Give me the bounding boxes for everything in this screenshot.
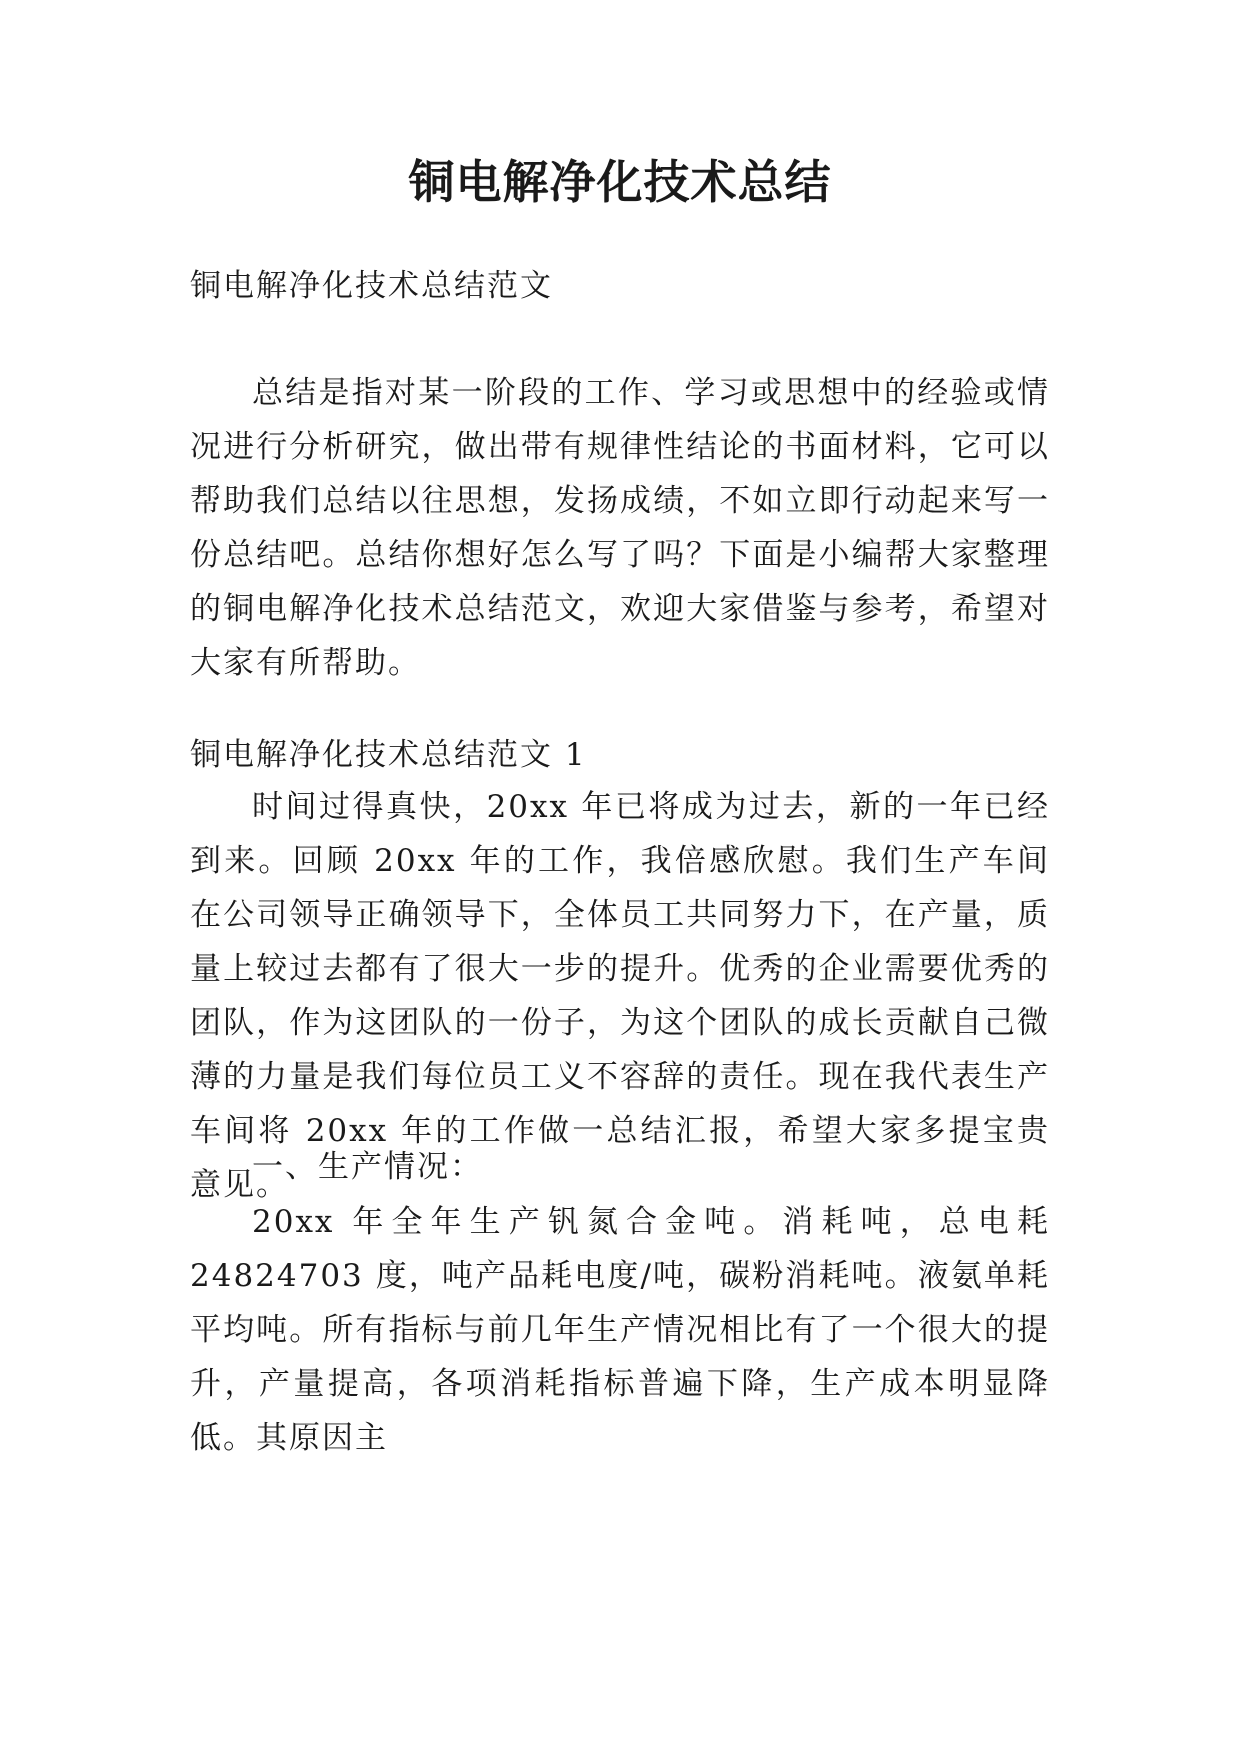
- document-title: 铜电解净化技术总结: [408, 155, 832, 209]
- section-paragraph: 时间过得真快，20xx 年已将成为过去，新的一年已经到来。回顾 20xx 年的工作，我倍感欣慰。我们生产车间在公司领导正确领导下，全体员工共同努力下，在产量，质量上较过去都有了很大一步的提升。优秀的企业需要优秀的团队，作为这团队的一份子，为这个团队的成长贡献自己微薄的力量是我们每位员工义不容辞的责任。现在我代表生产车间将 20xx 年的工作做一总结汇报，希望大家多提宝贵意见。: [190, 789, 1050, 1203]
- production-paragraph: 20xx 年全年生产钒氮合金吨。消耗吨，总电耗 24824703 度，吨产品耗电度/吨，碳粉消耗吨。液氨单耗平均吨。所有指标与前几年生产情况相比有了一个很大的提升，产量提高，各项消耗指标普遍下降，生产成本明显降低。其原因主: [190, 1204, 1050, 1456]
- section-heading: 铜电解净化技术总结范文 1: [190, 737, 587, 773]
- document-page: [190, 0, 1050, 1754]
- intro-paragraph: 总结是指对某一阶段的工作、学习或思想中的经验或情况进行分析研究，做出带有规律性结论的书面材料，它可以帮助我们总结以往思想，发扬成绩，不如立即行动起来写一份总结吧。总结你想好怎么写了吗？下面是小编帮大家整理的铜电解净化技术总结范文，欢迎大家借鉴与参考，希望对大家有所帮助。: [190, 375, 1050, 681]
- document-subtitle: 铜电解净化技术总结范文: [190, 268, 553, 304]
- production-subheading: 一、生产情况：: [252, 1149, 483, 1185]
